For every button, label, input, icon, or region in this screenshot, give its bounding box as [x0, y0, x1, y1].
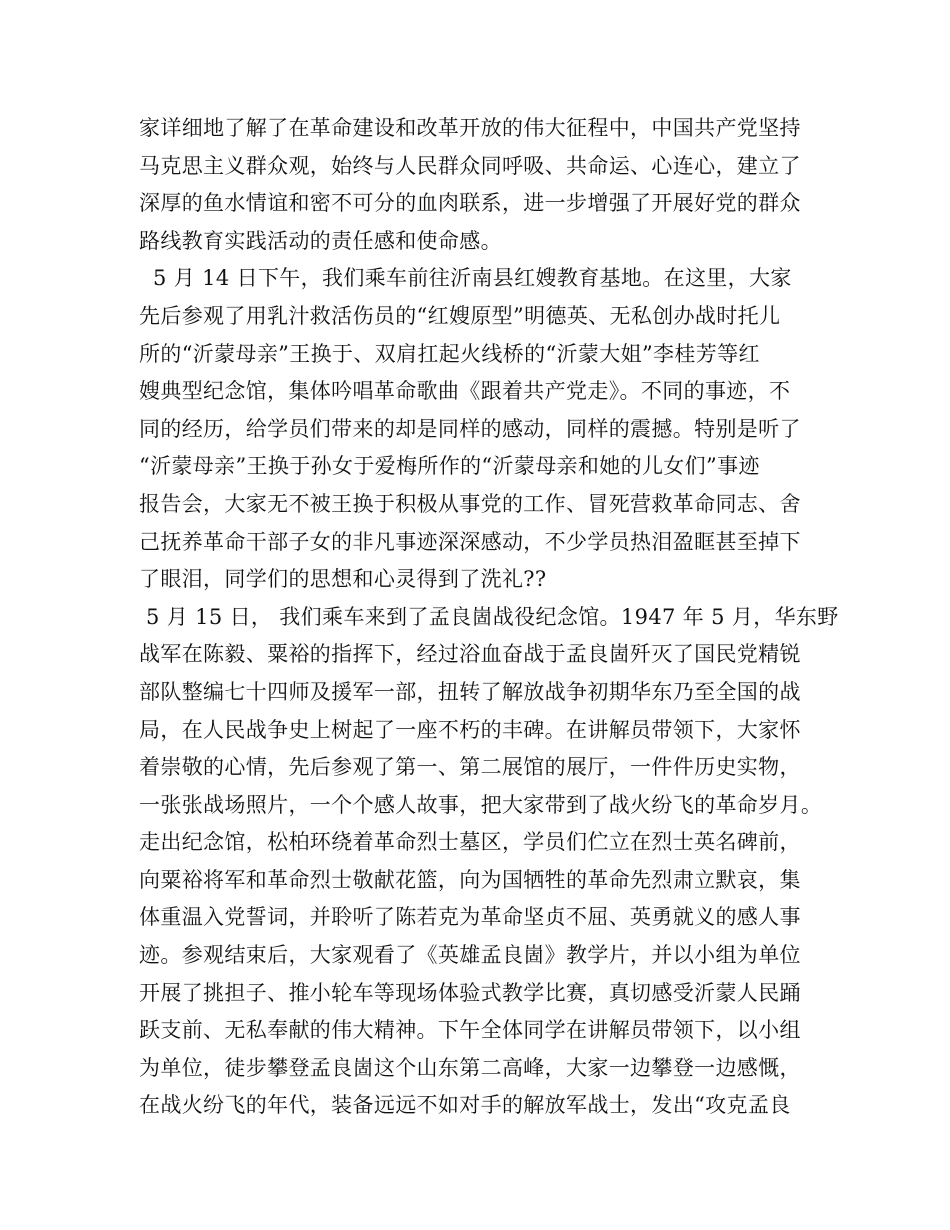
body-text [139, 110, 839, 1125]
text-line: 先后参观了用乳汁救活伤员的“红嫂原型”明德英、无私创办战时托儿 [139, 303, 781, 328]
text-line: 向粟裕将军和革命烈士敬献花篮，向为国牺牲的革命先烈肃立默哀，集 [139, 867, 801, 892]
text-line: 5 月 15 日， 我们乘车来到了孟良崮战役纪念馆。1947 年 5 月，华东野 [139, 604, 839, 629]
text-line: 家详细地了解了在革命建设和改革开放的伟大征程中，中国共产党坚持 [139, 116, 801, 140]
text-line: 所的“沂蒙母亲”王换于、双肩扛起火线桥的“沂蒙大姐”李桂芳等红 [139, 341, 760, 366]
text-line: 为单位，徒步攀登孟良崮这个山东第二高峰，大家一边攀登一边感慨， [139, 1055, 801, 1080]
text-line: 开展了挑担子、推小轮车等现场体验式教学比赛，真切感受沂蒙人民踊 [139, 980, 801, 1005]
text-line: 一张张战场照片，一个个感人故事，把大家带到了战火纷飞的革命岁月。 [139, 792, 823, 817]
text-line: 深厚的鱼水情谊和密不可分的血肉联系，进一步增强了开展好党的群众 [139, 191, 801, 216]
text-line: 己抚养革命干部子女的非凡事迹深深感动，不少学员热泪盈眶甚至掉下 [139, 529, 801, 554]
text-line: 路线教育实践活动的责任感和使命感。 [139, 228, 502, 253]
text-line: 马克思主义群众观，始终与人民群众同呼吸、共命运、心连心，建立了 [139, 153, 801, 178]
text-line: 战军在陈毅、粟裕的指挥下，经过浴血奋战于孟良崮歼灭了国民党精锐 [139, 642, 801, 667]
text-line: 局，在人民战争史上树起了一座不朽的丰碑。在讲解员带领下，大家怀 [139, 717, 801, 742]
text-line: 迹。参观结束后，大家观看了《英雄孟良崮》教学片，并以小组为单位 [139, 943, 801, 968]
text-line: “沂蒙母亲”王换于孙女于爱梅所作的“沂蒙母亲和她的儿女们”事迹 [139, 454, 760, 479]
text-line: 走出纪念馆，松柏环绕着革命烈士墓区，学员们伫立在烈士英名碑前， [139, 830, 801, 855]
text-line: 5 月 14 日下午，我们乘车前往沂南县红嫂教育基地。在这里，大家 [139, 266, 792, 291]
text-line: 嫂典型纪念馆，集体吟唱革命歌曲《跟着共产党走》。不同的事迹，不 [139, 379, 791, 404]
text-line: 在战火纷飞的年代，装备远远不如对手的解放军战士，发出“攻克孟良 [139, 1093, 791, 1118]
text-line: 报告会，大家无不被王换于积极从事党的工作、冒死营救革命同志、舍 [139, 491, 801, 516]
text-line: 同的经历，给学员们带来的却是同样的感动，同样的震撼。特别是听了 [139, 416, 801, 441]
text-line: 着崇敬的心情，先后参观了第一、第二展馆的展厅，一件件历史实物， [139, 755, 801, 780]
text-line: 体重温入党誓词，并聆听了陈若克为革命坚贞不屈、英勇就义的感人事 [139, 905, 801, 930]
text-line: 了眼泪，同学们的思想和心灵得到了洗礼?? [139, 567, 547, 592]
text-line: 跃支前、无私奉献的伟大精神。下午全体同学在讲解员带领下，以小组 [139, 1018, 801, 1043]
text-line: 部队整编七十四师及援军一部，扭转了解放战争初期华东乃至全国的战 [139, 679, 801, 704]
